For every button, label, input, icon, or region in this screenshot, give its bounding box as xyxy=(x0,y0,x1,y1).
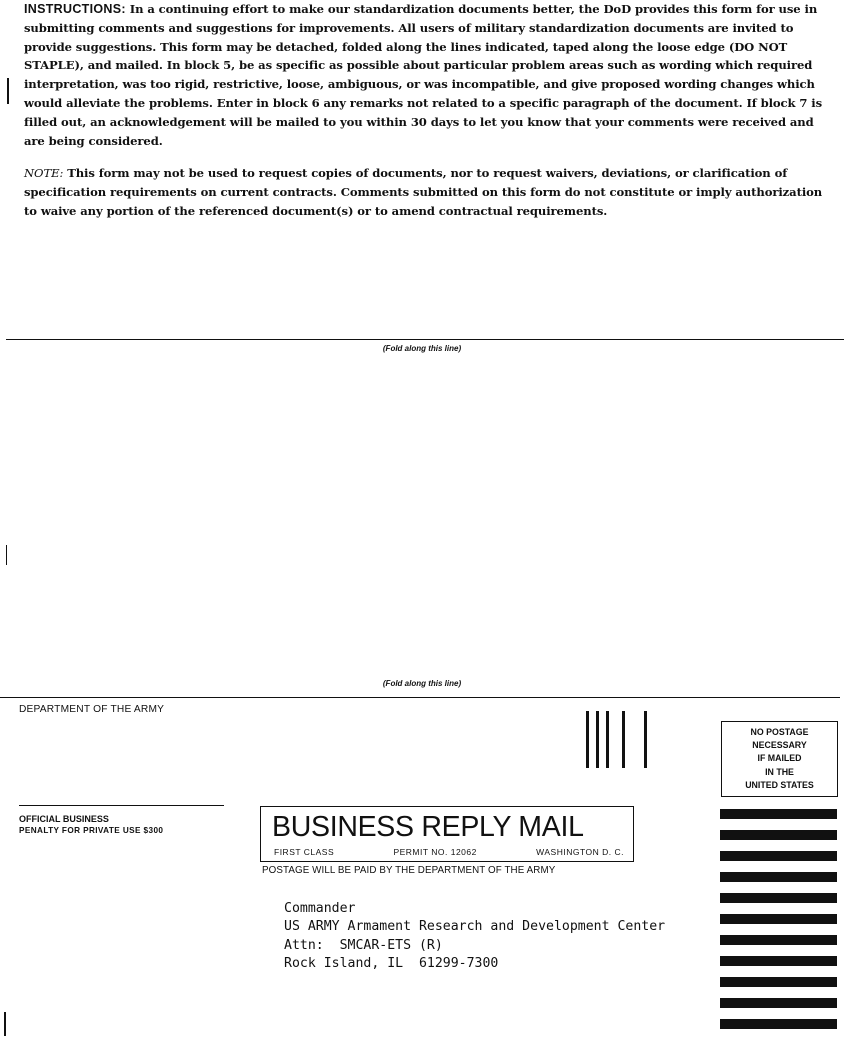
postage-line: NO POSTAGE xyxy=(750,726,809,737)
postage-paid-by: POSTAGE WILL BE PAID BY THE DEPARTMENT OF THE ARMY xyxy=(262,865,556,876)
postage-line: IN THE xyxy=(765,766,794,777)
margin-mark-bottom xyxy=(4,1012,6,1036)
permit-number: PERMIT NO. 12062 xyxy=(393,847,477,857)
postage-line: UNITED STATES xyxy=(745,779,814,790)
note-paragraph xyxy=(24,164,829,220)
sender-department: DEPARTMENT OF THE ARMY xyxy=(19,704,165,715)
mail-class: FIRST CLASS xyxy=(274,847,335,857)
instructions-body: In a continuing effort to make our standardization documents better, the DoD provides this form for use in submitting comments and suggestions for improvements. All users of military standardization documents are invited to provide suggestions. This form may be detached, folded along the lines indicated, taped along the loose edge (DO NOT STAPLE), and mailed. In block 5, be as specific as possible about particular problem areas such as wording which required interpretation, was too rigid, restrictive, loose, ambiguous, or was incompatible, and give proposed wording changes which would alleviate the problems. Enter in block 6 any remarks not related to a specific paragraph of the document. If block 7 is filled out, an acknowledgement will be mailed to you within 30 days to let you know that your comments were received and are being considered. xyxy=(24,2,823,148)
mailing-address xyxy=(284,900,665,973)
address-line: Commander xyxy=(284,901,356,916)
fold-label-top: (Fold along this line) xyxy=(382,344,462,353)
business-reply-mail-title: BUSINESS REPLY MAIL xyxy=(272,811,584,843)
postage-line: IF MAILED xyxy=(757,753,802,764)
address-line: US ARMY Armament Research and Development Center xyxy=(284,919,666,935)
instructions-lead: INSTRUCTIONS: xyxy=(24,2,126,16)
address-line: Attn: SMCAR-ETS (R) xyxy=(284,937,443,953)
postage-indicia-box xyxy=(721,721,838,797)
business-reply-mail-box xyxy=(260,806,634,862)
postage-line: NECESSARY xyxy=(752,740,807,751)
fold-line-top xyxy=(6,339,844,340)
official-business-block xyxy=(19,813,163,837)
address-line: Rock Island, IL 61299-7300 xyxy=(284,955,499,971)
facing-identification-marks xyxy=(586,711,648,768)
margin-mark-middle xyxy=(6,545,7,565)
official-business-rule xyxy=(19,805,224,806)
fold-line-bottom xyxy=(0,697,840,698)
margin-mark-top xyxy=(7,78,9,104)
note-lead: NOTE: xyxy=(24,166,64,180)
fold-label-bottom: (Fold along this line) xyxy=(382,679,462,688)
permit-location: WASHINGTON D. C. xyxy=(536,847,624,857)
penalty-text: PENALTY FOR PRIVATE USE $300 xyxy=(19,826,164,835)
official-business-title: OFFICIAL BUSINESS xyxy=(19,814,109,824)
instructions-paragraph xyxy=(24,0,834,150)
permit-line xyxy=(274,847,624,857)
note-body: This form may not be used to request copies of documents, nor to request waivers, deviations, or clarification of specification requirements on current contracts. Comments submitted on this form do not constitute or imply authorization to waive any portion of the referenced document(s) or to amend contractual requirements. xyxy=(24,166,823,218)
